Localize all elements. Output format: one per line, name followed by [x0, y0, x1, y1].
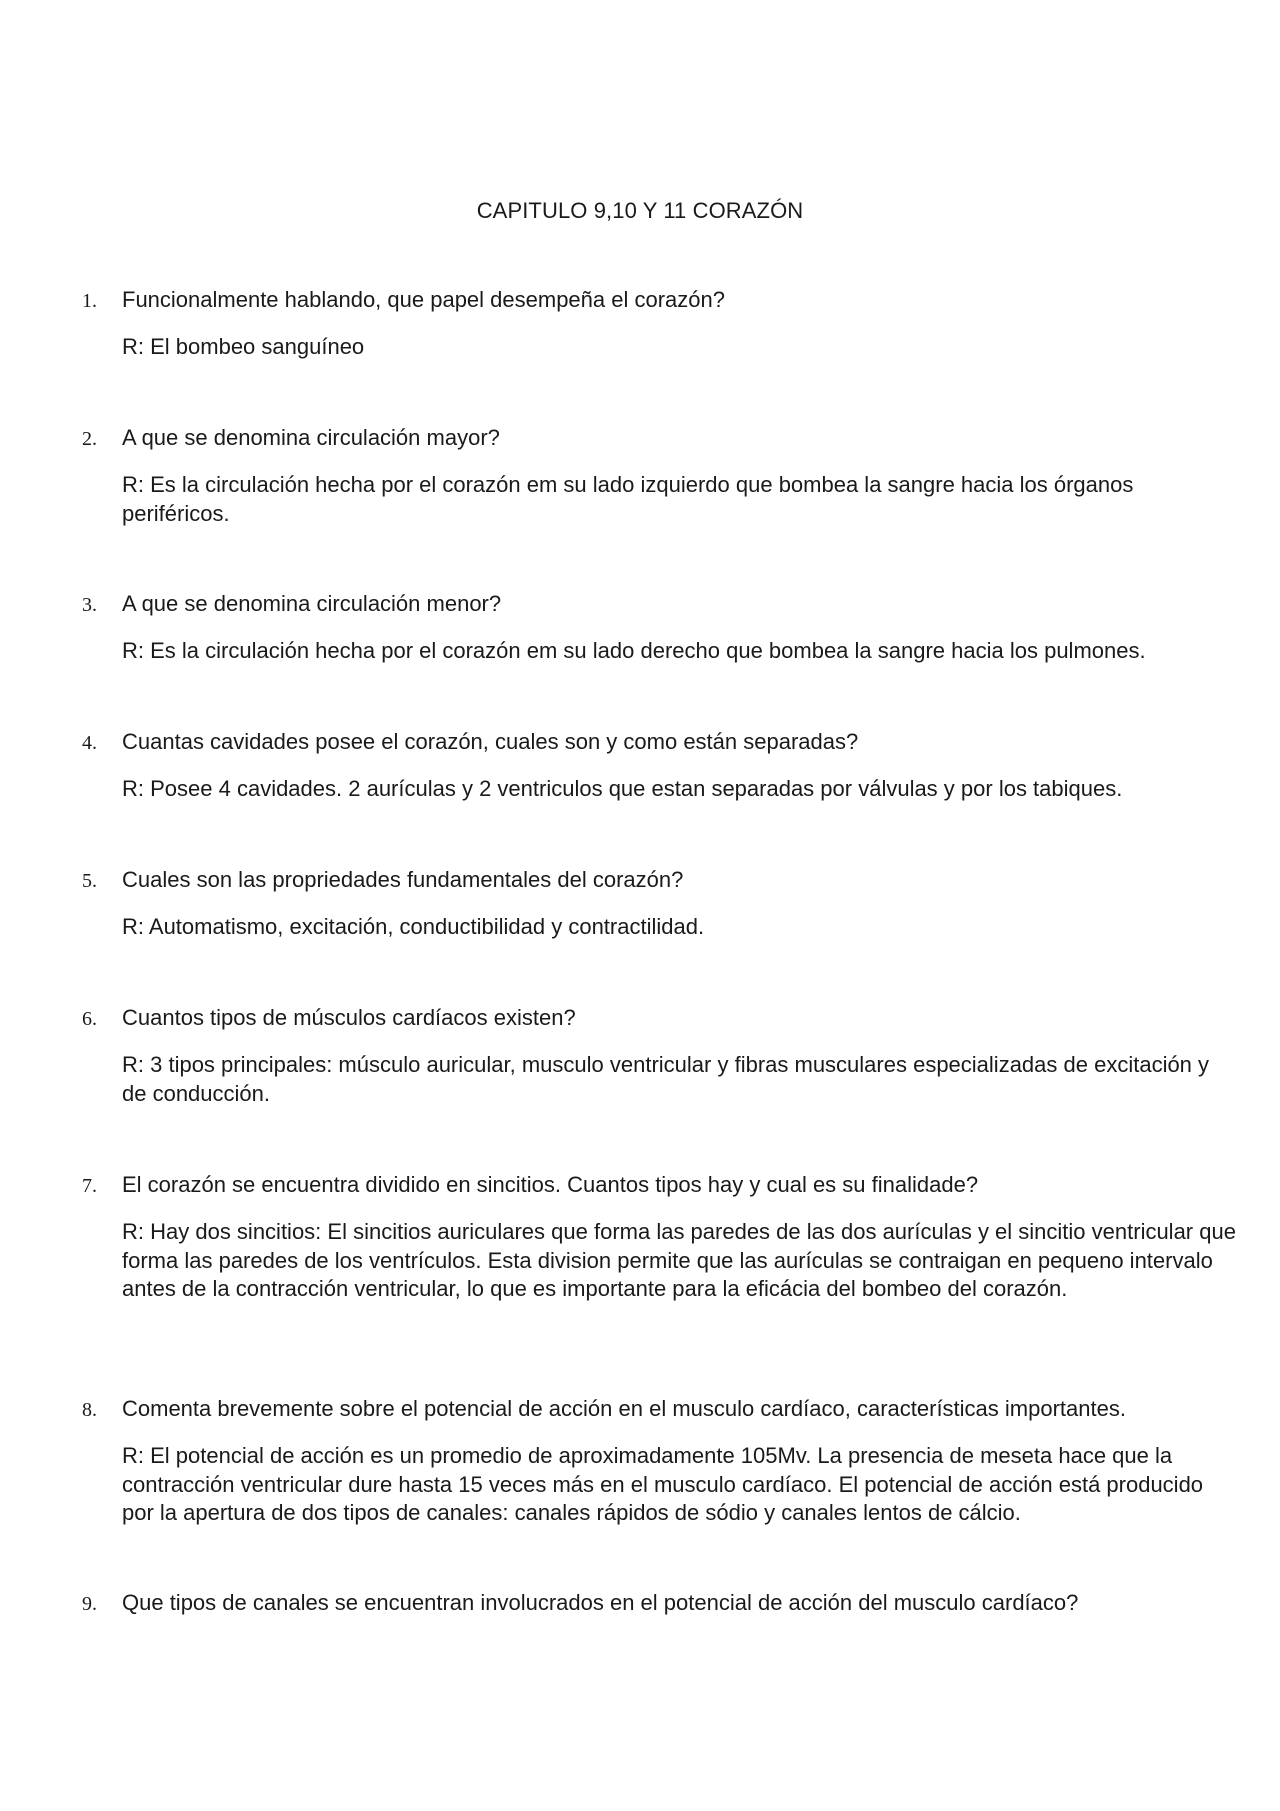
answer-text: R: 3 tipos principales: músculo auricular, musculo ventricular y fibras musculares especializadas de excitación y de conducción.: [122, 1052, 1210, 1106]
question-text: Cuantos tipos de músculos cardíacos existen?: [122, 1005, 576, 1030]
question-text: A que se denomina circulación menor?: [122, 591, 502, 616]
question-number: 9.: [82, 1593, 97, 1615]
answer-text: R: Es la circulación hecha por el corazón em su lado derecho que bombea la sangre hacia los pulmones.: [122, 638, 1146, 663]
question-text: A que se denomina circulación mayor?: [122, 425, 500, 450]
question-number: 8.: [82, 1399, 97, 1421]
question-number: 3.: [82, 594, 97, 616]
question-text: Que tipos de canales se encuentran involucrados en el potencial de acción del musculo cardíaco?: [122, 1590, 1079, 1615]
question-number: 1.: [82, 290, 97, 312]
question-text: Cuantas cavidades posee el corazón, cuales son y como están separadas?: [122, 729, 859, 754]
question-text: Comenta brevemente sobre el potencial de acción en el musculo cardíaco, características importantes.: [122, 1396, 1126, 1421]
question-text: Cuales son las propriedades fundamentales del corazón?: [122, 867, 684, 892]
answer-text: R: Es la circulación hecha por el corazón em su lado izquierdo que bombea la sangre hacia los órganos periféricos.: [122, 472, 1134, 526]
question-text: El corazón se encuentra dividido en sincitios. Cuantos tipos hay y cual es su finalidade?: [122, 1172, 979, 1197]
question-number: 2.: [82, 428, 97, 450]
question-number: 4.: [82, 732, 97, 754]
question-number: 5.: [82, 870, 97, 892]
question-text: Funcionalmente hablando, que papel desempeña el corazón?: [122, 287, 725, 312]
answer-text: R: Hay dos sincitios: El sincitios auriculares que forma las paredes de las dos aurículas y el sincitio ventricular que forma las paredes de los ventrículos. Esta division permite que las aurículas se contraigan en pequeno intervalo antes de la contracción ventricular, lo que es importante para la eficácia del bombeo del corazón.: [122, 1219, 1236, 1301]
answer-text: R: El potencial de acción es un promedio de aproximadamente 105Mv. La presencia de meseta hace que la contracción ventricular dure hasta 15 veces más en el musculo cardíaco. El potencial de acción está producido por la apertura de dos tipos de canales: canales rápidos de sódio y canales lentos de cálcio.: [122, 1443, 1204, 1525]
question-number: 7.: [82, 1175, 97, 1197]
answer-text: R: Posee 4 cavidades. 2 aurículas y 2 ventriculos que estan separadas por válvulas y por los tabiques.: [122, 776, 1123, 801]
answer-text: R: El bombeo sanguíneo: [122, 334, 365, 359]
answer-text: R: Automatismo, excitación, conductibilidad y contractilidad.: [122, 914, 705, 939]
page-title: CAPITULO 9,10 Y 11 CORAZÓN: [476, 198, 804, 223]
question-number: 6.: [82, 1008, 97, 1030]
